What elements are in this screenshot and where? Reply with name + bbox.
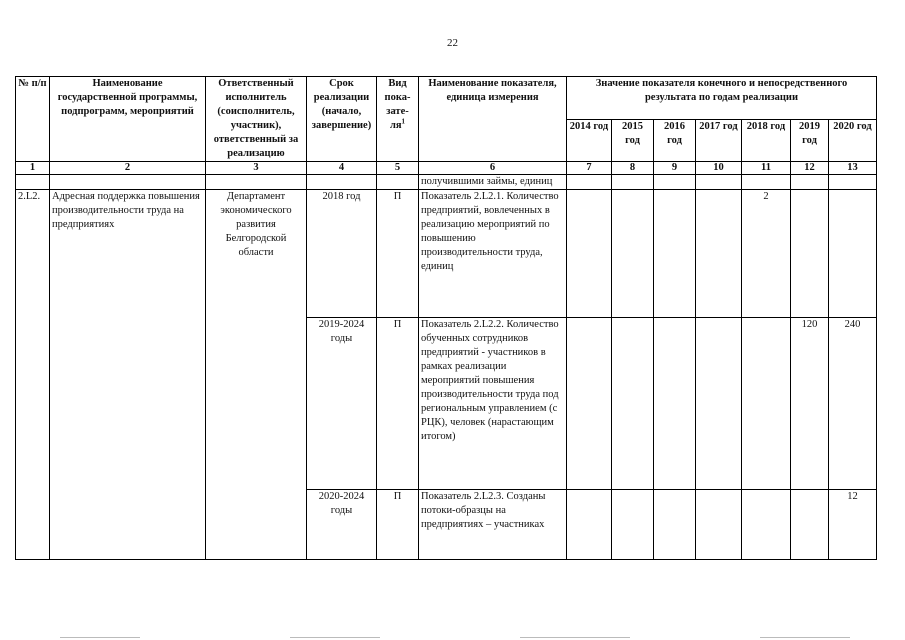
header-values-group: Значение показателя конечного и непосредственного результата по годам реализации (567, 77, 877, 120)
page-edge-line (60, 637, 140, 638)
header-year: 2014 год (567, 119, 612, 162)
header-responsible: Ответственный исполнитель (соисполнитель, участник), ответственный за реализацию (206, 77, 307, 162)
column-number: 1 (16, 162, 50, 175)
header-year: 2015 год (612, 119, 654, 162)
column-number: 7 (567, 162, 612, 175)
indicator-value (567, 490, 612, 560)
indicator-value (654, 190, 696, 318)
indicator-type: П (377, 318, 419, 490)
page-edge-line (290, 637, 380, 638)
indicator-value (696, 490, 742, 560)
indicator-value (567, 190, 612, 318)
indicator-value (567, 318, 612, 490)
column-number: 11 (742, 162, 791, 175)
indicator-value (654, 490, 696, 560)
page-edge-line (520, 637, 630, 638)
column-number: 6 (419, 162, 567, 175)
measure-responsible: Департамент экономического развития Белгородской области (206, 190, 307, 560)
column-number: 9 (654, 162, 696, 175)
header-year: 2017 год (696, 119, 742, 162)
indicator-value (742, 318, 791, 490)
header-period: Срок реализации (начало, завершение) (307, 77, 377, 162)
header-type: Вид пока-$зате-ля^1$ (377, 77, 419, 162)
column-number: 3 (206, 162, 307, 175)
indicator-value: 240 (829, 318, 877, 490)
indicator-value (791, 490, 829, 560)
indicator-type: П (377, 190, 419, 318)
indicator-name: Показатель 2.L2.2. Количество обученных сотрудников предприятий - участников в рамках реализации мероприятий повышения производительности труда под региональным управлением (с РЦК), человек (нарастающим итогом) (419, 318, 567, 490)
header-indicator: Наименование показателя, единица измерения (419, 77, 567, 162)
column-number: 12 (791, 162, 829, 175)
indicator-value: 12 (829, 490, 877, 560)
header-year: 2016 год (654, 119, 696, 162)
column-number: 13 (829, 162, 877, 175)
indicators-table (15, 76, 877, 560)
header-year: 2019 год (791, 119, 829, 162)
indicator-value: 2 (742, 190, 791, 318)
indicator-name: получившими займы, единиц (419, 175, 567, 190)
indicator-name: Показатель 2.L2.1. Количество предприятий, вовлеченных в реализацию мероприятий по повышению производительности труда, единиц (419, 190, 567, 318)
indicator-name: Показатель 2.L2.3. Созданы потоки-образцы на предприятиях – участниках (419, 490, 567, 560)
measure-name: Адресная поддержка повышения производительности труда на предприятиях (50, 190, 206, 560)
indicator-value (742, 490, 791, 560)
page-edge-line (760, 637, 850, 638)
indicator-value (654, 318, 696, 490)
indicator-value (612, 490, 654, 560)
continuation-row (16, 175, 877, 190)
indicator-period: 2020-2024 годы (307, 490, 377, 560)
header-year: 2020 год (829, 119, 877, 162)
column-number: 4 (307, 162, 377, 175)
measure-number: 2.L2. (16, 190, 50, 560)
indicator-value: 120 (791, 318, 829, 490)
header-year: 2018 год (742, 119, 791, 162)
header-num: № п/п (16, 77, 50, 162)
column-number-row (16, 162, 877, 175)
column-number: 5 (377, 162, 419, 175)
column-number: 2 (50, 162, 206, 175)
indicator-value (696, 318, 742, 490)
indicator-value (829, 190, 877, 318)
indicator-type: П (377, 490, 419, 560)
indicator-value (612, 190, 654, 318)
table-row (16, 190, 877, 318)
indicator-value (696, 190, 742, 318)
indicator-period: 2019-2024 годы (307, 318, 377, 490)
indicator-value (612, 318, 654, 490)
column-number: 10 (696, 162, 742, 175)
indicator-value (791, 190, 829, 318)
indicator-period: 2018 год (307, 190, 377, 318)
page-number: 22 (447, 37, 458, 49)
column-number: 8 (612, 162, 654, 175)
header-name: Наименование государственной программы, подпрограмм, мероприятий (50, 77, 206, 162)
